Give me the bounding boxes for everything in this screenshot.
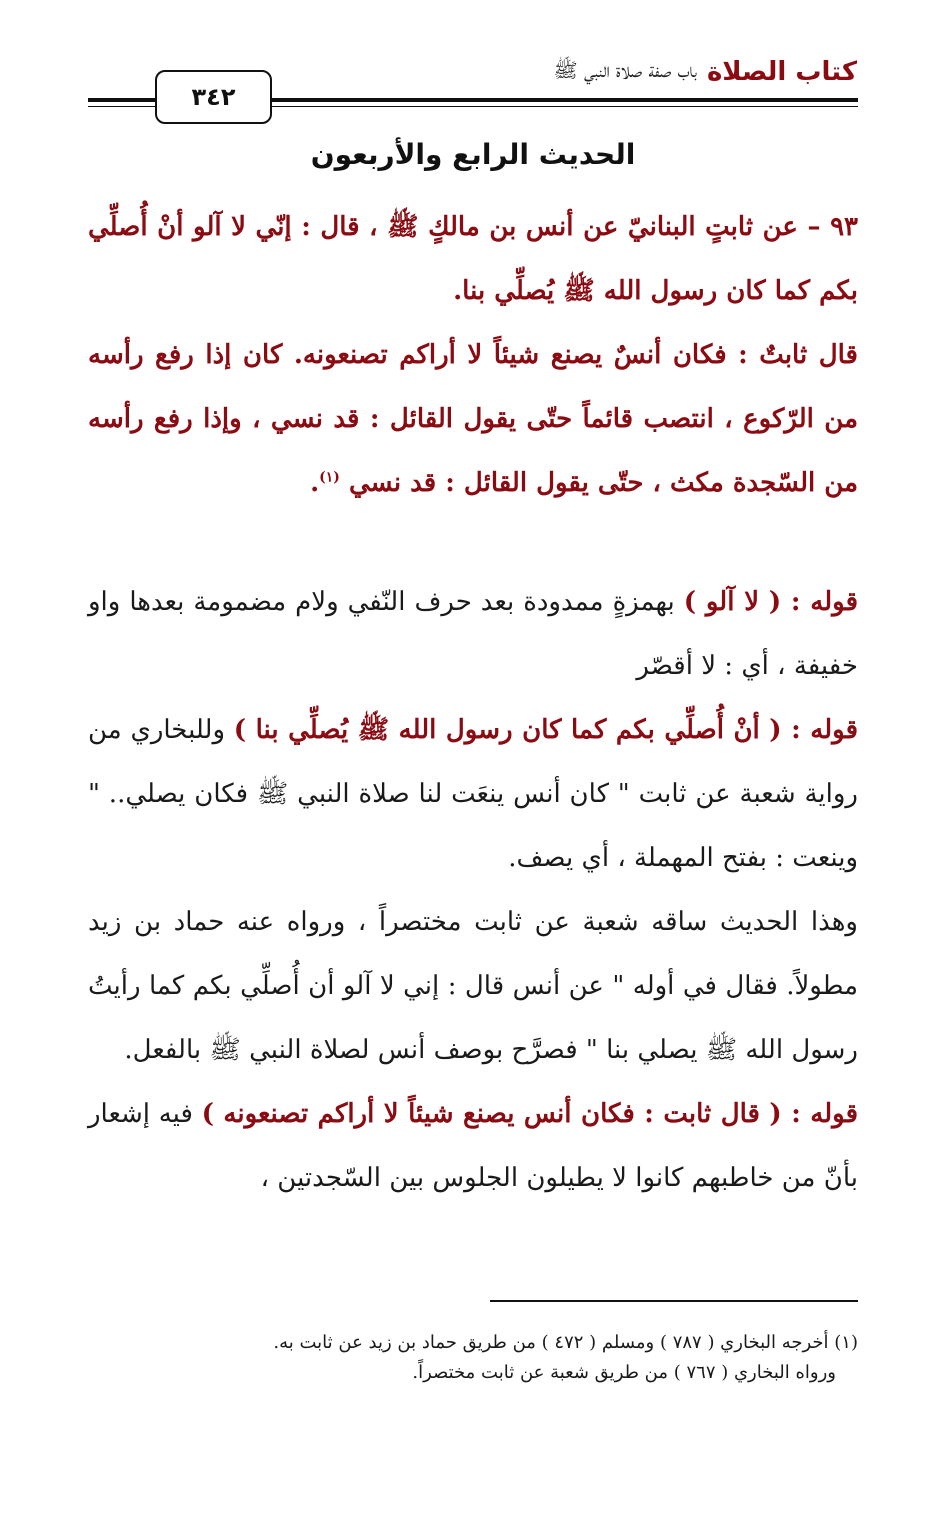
hadith-paragraph-2-text: قال ثابتٌ : فكان أنسٌ يصنع شيئاً لا أراكم تصنعونه. كان إذا رفع رأسه من الرّكوع ، انتصب قائماً حتّى يقول القائل : قد نسي ، وإذا رفع رأسه من السّجدة مكث ، حتّى يقول القائل : قد نسي <box>88 340 858 498</box>
commentary-1-rest: بهمزةٍ ممدودة بعد حرف النّفي ولام مضمومة بعدها واو خفيفة ، أي : لا أقصّر <box>88 587 858 681</box>
commentary-4-lead: قوله : ( قال ثابت : فكان أنس يصنع شيئاً لا أراكم تصنعونه ) <box>201 1099 858 1129</box>
footnote-ref: (١) <box>319 469 340 486</box>
book-title: كتاب الصلاة <box>706 57 857 87</box>
footnote-separator <box>490 1300 858 1302</box>
commentary-1-lead: قوله : ( لا آلو ) <box>683 587 859 617</box>
hadith-title: الحديث الرابع والأربعون <box>310 138 636 171</box>
hadith-text <box>88 195 858 515</box>
hadith-paragraph-2 <box>88 323 858 515</box>
commentary-paragraph-1 <box>88 570 858 698</box>
commentary-4-rest: فيه إشعار بأنّ من خاطبهم كانوا لا يطيلون الجلوس بين السّجدتين ، <box>88 1099 858 1193</box>
commentary <box>88 570 858 1210</box>
footnotes <box>88 1328 858 1388</box>
chapter-title: باب صفة صلاة النبي ﷺ <box>553 57 697 82</box>
hadith-paragraph-2-end: . <box>310 468 320 498</box>
footnote-2: ورواه البخاري ( ٧٦٧ ) من طريق شعبة عن ثابت مختصراً. <box>412 1362 836 1383</box>
hadith-paragraph-1: ٩٣ – عن ثابتٍ البنانيّ عن أنس بن مالكٍ ﷺ ، قال : إنّي لا آلو أنْ أُصلِّي بكم كما كان رسول الله ﷺ يُصلِّي بنا. <box>88 212 858 306</box>
commentary-2-lead: قوله : ( أنْ أُصلِّي بكم كما كان رسول الله ﷺ يُصلِّي بنا ) <box>233 715 858 745</box>
commentary-paragraph-2 <box>88 698 858 890</box>
commentary-paragraph-4 <box>88 1082 858 1210</box>
commentary-paragraph-3: وهذا الحديث ساقه شعبة عن ثابت مختصراً ، ورواه عنه حماد بن زيد مطولاً. فقال في أوله " عن أنس قال : إني لا آلو أن أُصلِّي بكم كما رأيتُ رسول الله ﷺ يصلي بنا " فصرَّح بوصف أنس لصلاة النبي ﷺ بالفعل. <box>88 907 858 1065</box>
commentary-2-rest: وللبخاري من رواية شعبة عن ثابت " كان أنس ينعَت لنا صلاة النبي ﷺ فكان يصلي.. " وينعت : بفتح المهملة ، أي يصف. <box>88 715 858 873</box>
footnote-1: (١) أخرجه البخاري ( ٧٨٧ ) ومسلم ( ٤٧٢ ) من طريق حماد بن زيد عن ثابت به. <box>273 1332 858 1353</box>
page-number: ٣٤٢ <box>155 70 272 124</box>
